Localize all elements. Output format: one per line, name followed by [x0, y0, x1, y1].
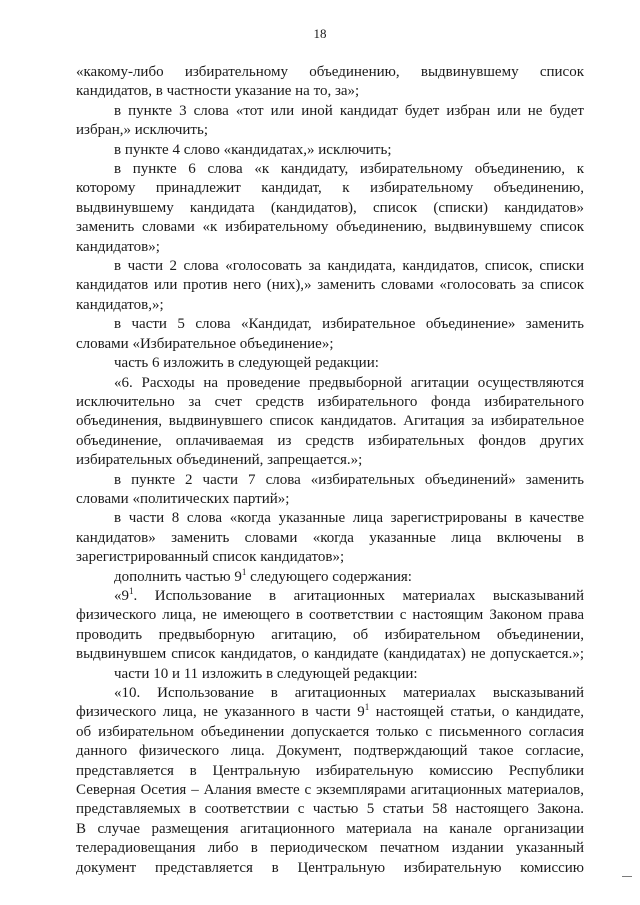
- text-line: [76, 490, 584, 509]
- scan-mark: [622, 876, 632, 877]
- superscript: 1: [241, 566, 247, 577]
- line-text: представляется в Центральную избирательную комиссию Республики: [76, 762, 584, 779]
- line-text: словами «Избирательное объединение»;: [76, 335, 334, 352]
- text-line: [76, 393, 584, 412]
- text-line: [76, 800, 584, 819]
- text-line: [76, 63, 584, 82]
- text-line: [76, 471, 584, 490]
- text-line: [76, 238, 584, 257]
- line-text: исключительно за счет средств избирательного фонда избирательного: [76, 393, 584, 410]
- text-line: [76, 665, 584, 684]
- text-line: [76, 218, 584, 237]
- text-line: [76, 432, 584, 451]
- text-line: [76, 645, 584, 664]
- line-text: словами «политических партий»;: [76, 490, 290, 507]
- text-line: [76, 606, 584, 625]
- text-line: [76, 141, 584, 160]
- line-text: Северная Осетия – Алания вместе с экземплярами агитационных материалов,: [76, 782, 584, 799]
- line-text: телерадиовещания либо в периодическом печатном издании указанный: [76, 840, 584, 857]
- line-text: «10. Использование в агитационных материалах высказываний: [114, 685, 584, 701]
- line-text: заменить словами «к избирательному объединению, выдвинувшему список: [76, 219, 584, 236]
- line-text: в пункте 3 слова «тот или иной кандидат будет избран или не будет: [114, 102, 584, 119]
- line-text: в части 2 слова «голосовать за кандидата, кандидатов, список, списки: [114, 258, 584, 275]
- line-text: данного физического лица. Документ, подтверждающий такое согласие,: [76, 743, 584, 760]
- line-text: кандидатов, в частности указание на то, за»;: [76, 83, 360, 100]
- line-text: кандидатов,»;: [76, 296, 164, 313]
- text-line: [76, 529, 584, 548]
- text-line: [76, 160, 584, 179]
- line-text: в части 5 слова «Кандидат, избирательное объединение» заменить: [114, 316, 584, 333]
- text-line: [76, 276, 584, 295]
- line-text: кандидатов или против него (них),» заменить словами «голосовать за список: [76, 277, 584, 294]
- line-text: дополнить частью 9: [114, 568, 242, 585]
- text-line: [76, 859, 584, 878]
- text-line: [76, 723, 584, 742]
- text-line: [76, 762, 584, 781]
- text-line: [76, 742, 584, 761]
- line-text: представляемых в соответствии с частью 5 статьи 58 настоящего Закона.: [76, 801, 584, 818]
- line-text: физического лица, не указанного в части 9: [76, 704, 365, 721]
- line-text: объединения, выдвинувшего список кандидатов. Агитация за избирательное: [76, 413, 584, 430]
- text-line: [76, 781, 584, 800]
- line-text: выдвинувшем список кандидатов, о кандидате (кандидатах) не допускается.»;: [76, 646, 584, 663]
- line-text: в пункте 6 слова «к кандидату, избирательному объединению, к: [114, 161, 584, 178]
- text-line: [76, 839, 584, 858]
- page-number: 18: [313, 26, 327, 41]
- line-text: избран,» исключить;: [76, 122, 208, 139]
- line-text: части 10 и 11 изложить в следующей редакции:: [114, 665, 418, 682]
- text-line: [76, 315, 584, 334]
- text-line: [76, 568, 584, 587]
- text-line: [76, 102, 584, 121]
- text-line: [76, 684, 584, 703]
- text-line: [76, 335, 584, 354]
- line-text: кандидатов»;: [76, 238, 160, 255]
- text-line: [76, 354, 584, 373]
- line-text: об избирательном объединении допускается только с письменного согласия: [76, 723, 584, 740]
- line-text: документ представляется в Центральную избирательную комиссию: [76, 859, 584, 876]
- line-text-continued: . Использование в агитационных материалах высказываний: [133, 587, 584, 604]
- line-text: «9: [114, 587, 129, 604]
- document-body: [76, 63, 584, 878]
- line-text: в пункте 4 слово «кандидатах,» исключить;: [114, 141, 392, 158]
- line-text: В случае размещения агитационного материала на канале организации: [76, 820, 584, 837]
- text-line: [76, 374, 584, 393]
- line-text: часть 6 изложить в следующей редакции:: [114, 355, 379, 372]
- text-line: [76, 587, 584, 606]
- text-line: [76, 509, 584, 528]
- text-line: [76, 412, 584, 431]
- line-text: объединение, оплачиваемая из средств избирательных фондов других: [76, 432, 584, 449]
- text-line: [76, 296, 584, 315]
- text-line: [76, 820, 584, 839]
- superscript: 1: [129, 585, 134, 596]
- line-text: зарегистрированный список кандидатов»;: [76, 549, 345, 566]
- line-text: «какому-либо избирательному объединению, выдвинувшему список: [76, 64, 584, 80]
- text-line: [76, 257, 584, 276]
- line-text: проводить предвыборную агитацию, об избирательном объединении,: [76, 626, 584, 643]
- line-text: кандидатов» заменить словами «когда указанные лица включены в: [76, 529, 584, 546]
- line-text: в части 8 слова «когда указанные лица зарегистрированы в качестве: [114, 510, 584, 527]
- text-line: [76, 451, 584, 470]
- text-line: [76, 199, 584, 218]
- text-line: [76, 703, 584, 722]
- line-text: физического лица, не имеющего в соответствии с настоящим Законом права: [76, 607, 584, 624]
- line-text: выдвинувшему кандидата (кандидатов), список (списки) кандидатов»: [76, 199, 584, 216]
- line-text: избирательных объединений, запрещается.»;: [76, 452, 363, 469]
- text-line: [76, 82, 584, 101]
- text-line: [76, 548, 584, 567]
- line-text: в пункте 2 части 7 слова «избирательных объединений» заменить: [114, 471, 584, 488]
- superscript: 1: [364, 702, 370, 713]
- text-line: [76, 626, 584, 645]
- line-text: которому принадлежит кандидат, к избирательному объединению,: [76, 180, 584, 197]
- line-text: «6. Расходы на проведение предвыборной агитации осуществляются: [114, 374, 584, 391]
- text-line: [76, 179, 584, 198]
- line-text-continued: настоящей статьи, о кандидате,: [369, 704, 584, 721]
- line-text-continued: следующего содержания:: [246, 568, 412, 585]
- text-line: [76, 121, 584, 140]
